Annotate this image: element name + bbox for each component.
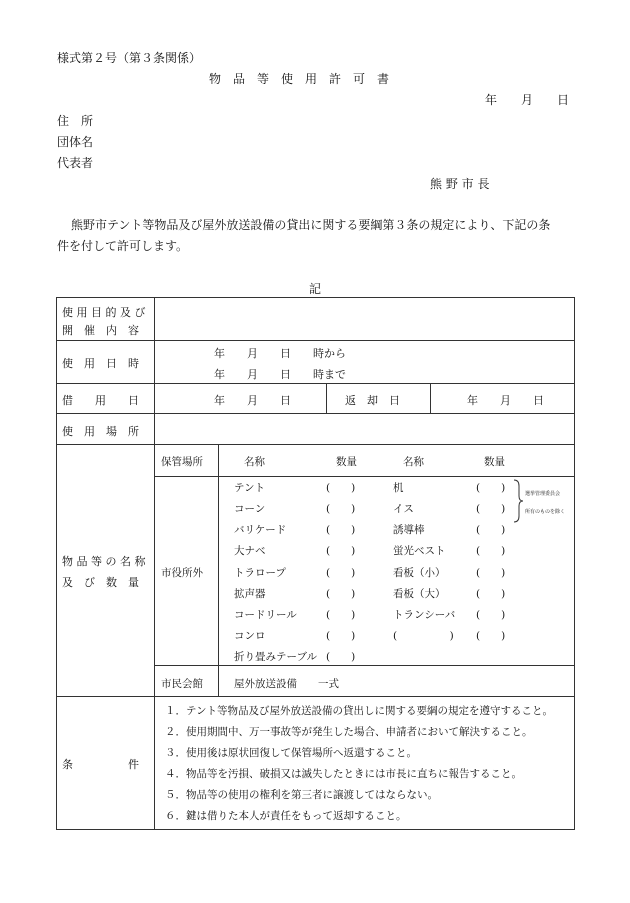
qty-right-1: ( ) — [476, 482, 506, 494]
qty-left-9: ( ) — [326, 651, 356, 663]
qty-left-6: ( ) — [326, 588, 356, 600]
condition-3: ３．使用後は原状回復して保管場所へ返還すること。 — [165, 747, 417, 759]
qty-right-2: ( ) — [476, 503, 506, 515]
item-left-6: 拡声器 — [234, 588, 266, 600]
storage-header: 保管場所 — [161, 456, 203, 468]
qty-right-8: ( ) — [476, 630, 506, 642]
condition-5: ５．物品等の使用の権利を第三者に譲渡してはならない。 — [165, 789, 438, 801]
item-right-2: イス — [393, 503, 414, 515]
condition-4: ４．物品等を汚損、破損又は滅失したときには市長に直ちに報告すること。 — [165, 768, 522, 780]
items-label-line2: 及 び 数 量 — [62, 576, 139, 589]
item-left-3: バリケード — [234, 524, 287, 536]
qty-right-4: ( ) — [476, 545, 506, 557]
brace-note-2: 所有のものを除く — [525, 509, 566, 515]
qty-left-8: ( ) — [326, 630, 356, 642]
condition-6: ６．鍵は借りた本人が責任をもって返却すること。 — [165, 810, 407, 822]
name-header-2: 名称 — [403, 456, 424, 468]
intro-line-1: 熊野市テント等物品及び屋外放送設備の貸出に関する要綱第３条の規定により、下記の条 — [71, 218, 551, 232]
ki-label: 記 — [309, 282, 322, 296]
item-left-4: 大ナベ — [234, 545, 266, 557]
return-date-label: 返 却 日 — [345, 394, 400, 407]
item-right-7: トランシーバ — [393, 609, 456, 621]
item-right-8: ( ) — [393, 630, 454, 642]
name-header-1: 名称 — [244, 456, 265, 468]
qty-left-2: ( ) — [326, 503, 356, 515]
borrow-date-value: 年 月 日 — [214, 394, 291, 407]
item-left-7: コードリール — [234, 609, 297, 621]
item-left-8: コンロ — [234, 630, 266, 642]
issue-date: 年 月 日 — [485, 93, 570, 107]
page-title: 物 品 等 使 用 許 可 書 — [209, 72, 390, 86]
qty-left-5: ( ) — [326, 567, 356, 579]
intro-line-2: 件を付して許可します。 — [57, 239, 189, 253]
conditions-label: 条 件 — [62, 758, 139, 771]
qty-header-2: 数量 — [484, 456, 505, 468]
place-label: 使 用 場 所 — [62, 425, 139, 438]
form-number: 様式第２号（第３条関係） — [57, 51, 202, 65]
qty-left-3: ( ) — [326, 524, 356, 536]
brace-note-1: 選挙管理委員会 — [525, 491, 561, 497]
condition-2: ２．使用期間中、万一事故等が発生した場合、申請者において解決すること。 — [165, 726, 533, 738]
datetime-to: 年 月 日 時まで — [214, 368, 346, 381]
right-brace-icon — [512, 478, 524, 524]
address-label: 住 所 — [57, 114, 94, 128]
item-right-4: 蛍光ベスト — [393, 545, 446, 557]
datetime-from: 年 月 日 時から — [214, 347, 346, 360]
item-left-2: コーン — [234, 503, 266, 515]
datetime-label: 使 用 日 時 — [62, 357, 139, 370]
item-left-1: テント — [234, 482, 265, 494]
borrow-date-label: 借 用 日 — [62, 394, 139, 407]
purpose-label-line1: 使 用 目 的 及 び — [62, 306, 146, 319]
items-label-line1: 物 品 等 の 名 称 — [62, 555, 146, 568]
location-civic-hall: 市民会館 — [161, 678, 203, 690]
condition-1: １．テント等物品及び屋外放送設備の貸出しに関する要綱の規定を遵守すること。 — [165, 705, 553, 717]
qty-right-6: ( ) — [476, 588, 506, 600]
hall-item: 屋外放送設備 一式 — [234, 678, 339, 690]
qty-left-1: ( ) — [326, 482, 356, 494]
qty-right-3: ( ) — [476, 524, 506, 536]
item-right-3: 誘導棒 — [393, 524, 425, 536]
qty-right-5: ( ) — [476, 567, 506, 579]
item-left-9: 折り畳みテーブル — [234, 651, 318, 663]
qty-header-1: 数量 — [336, 456, 357, 468]
item-right-6: 看板（大） — [393, 588, 446, 600]
qty-right-7: ( ) — [476, 609, 506, 621]
location-city-hall: 市役所外 — [161, 567, 203, 579]
group-name-label: 団体名 — [57, 135, 94, 149]
purpose-label-line2: 開 催 内 容 — [62, 324, 139, 337]
qty-left-7: ( ) — [326, 609, 356, 621]
return-date-value: 年 月 日 — [467, 394, 544, 407]
item-right-1: 机 — [393, 482, 404, 494]
item-right-5: 看板（小） — [393, 567, 446, 579]
representative-label: 代表者 — [57, 156, 94, 170]
qty-left-4: ( ) — [326, 545, 356, 557]
item-left-5: トラロープ — [234, 567, 286, 579]
issuer: 熊 野 市 長 — [430, 177, 490, 191]
